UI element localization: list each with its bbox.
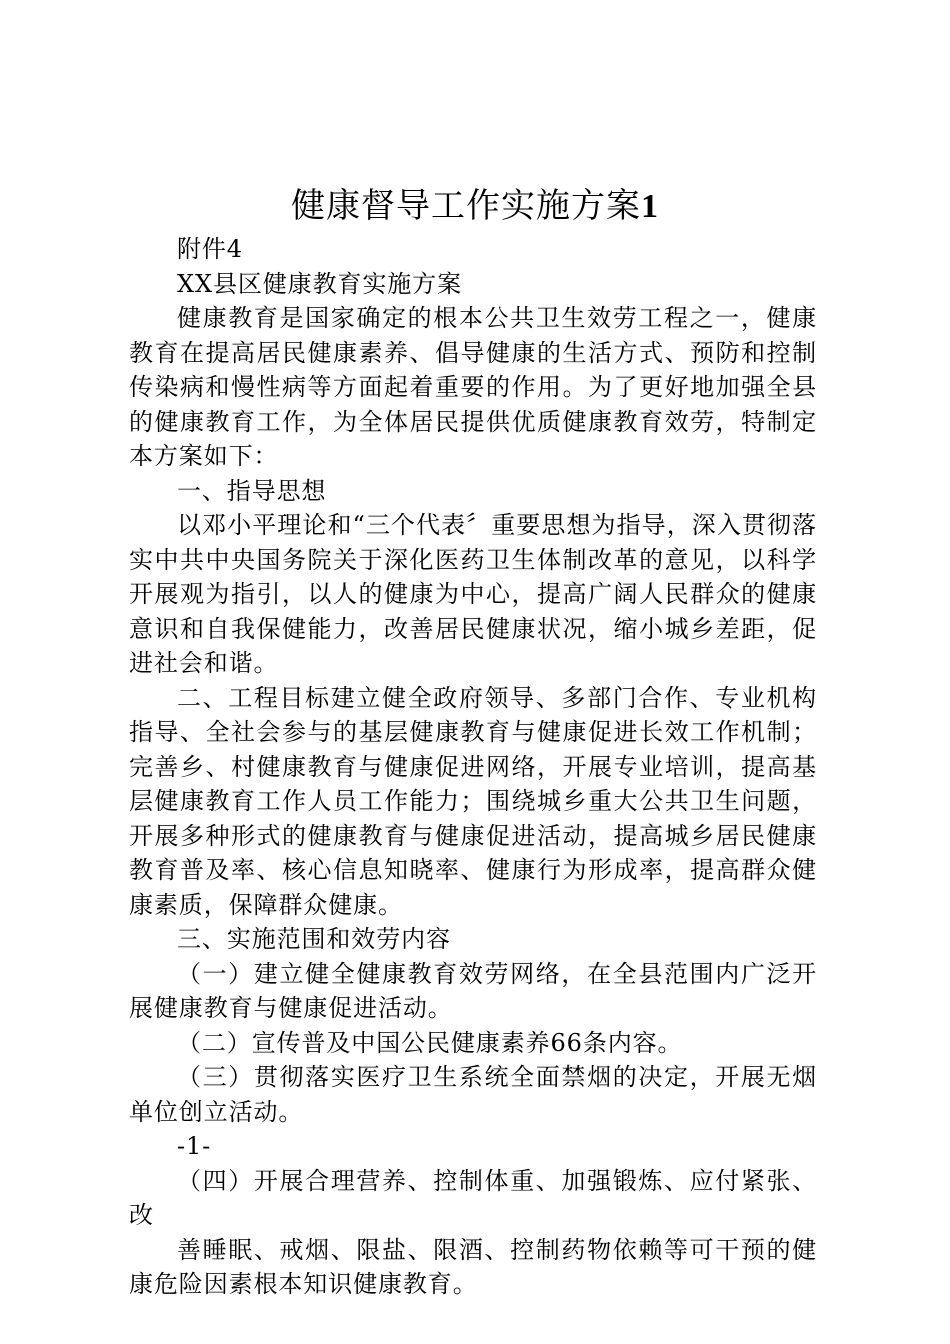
list-item-3: （三）贯彻落实医疗卫生系统全面禁烟的决定，开展无烟单位创立活动。 (129, 1063, 817, 1126)
list-item-2: （二）宣传普及中国公民健康素养66条内容。 (177, 1028, 683, 1057)
document-title (0, 182, 950, 231)
heading-scope-and-services: 三、实施范围和效劳内容 (177, 925, 451, 953)
paragraph-guiding-ideology: 以邓小平理论和“三个代表〞重要思想为指导，深入贯彻落实中共中央国务院关于深化医药卫生体制改革的意见，以科学开展观为指引，以人的健康为中心，提高广阔人民群众的健康意识和自我保健能力，改善居民健康状况，缩小城乡差距，促进社会和谐。 (129, 511, 817, 677)
heading-guiding-ideology: 一、指导思想 (177, 476, 327, 505)
list-item-1: （一）建立健全健康教育效劳网络，在全县范围内广泛开展健康教育与健康促进活动。 (129, 959, 817, 1022)
page-number: -1- (177, 1132, 212, 1160)
attachment-label: 附件4 (177, 235, 243, 263)
list-item-4: （四）开展合理营养、控制体重、加强锻炼、应付紧张、改 (129, 1166, 817, 1229)
document-body (129, 232, 817, 1302)
document-title-text: 健康督导工作实施方案 (291, 186, 641, 226)
document-title-number: 1 (641, 188, 659, 225)
list-item-4-continued: 善睡眠、戒烟、限盐、限酒、控制药物依赖等可干预的健康危险因素根本知识健康教育。 (129, 1235, 817, 1298)
paragraph-project-goals: 二、工程目标建立健全政府领导、多部门合作、专业机构指导、全社会参与的基层健康教育与健康促进长效工作机制；完善乡、村健康教育与健康促进网络，开展专业培训，提高基层健康教育工作人员工作能力；围绕城乡重大公共卫生问题，开展多种形式的健康教育与健康促进活动，提高城乡居民健康教育普及率、核心信息知晓率、健康行为形成率，提高群众健康素质，保障群众健康。 (129, 683, 817, 919)
paragraph-intro: 健康教育是国家确定的根本公共卫生效劳工程之一，健康教育在提高居民健康素养、倡导健康的生活方式、预防和控制传染病和慢性病等方面起着重要的作用。为了更好地加强全县的健康教育工作，为全体居民提供优质健康教育效劳，特制定本方案如下： (129, 304, 817, 470)
subtitle: XX县区健康教育实施方案 (177, 269, 462, 298)
